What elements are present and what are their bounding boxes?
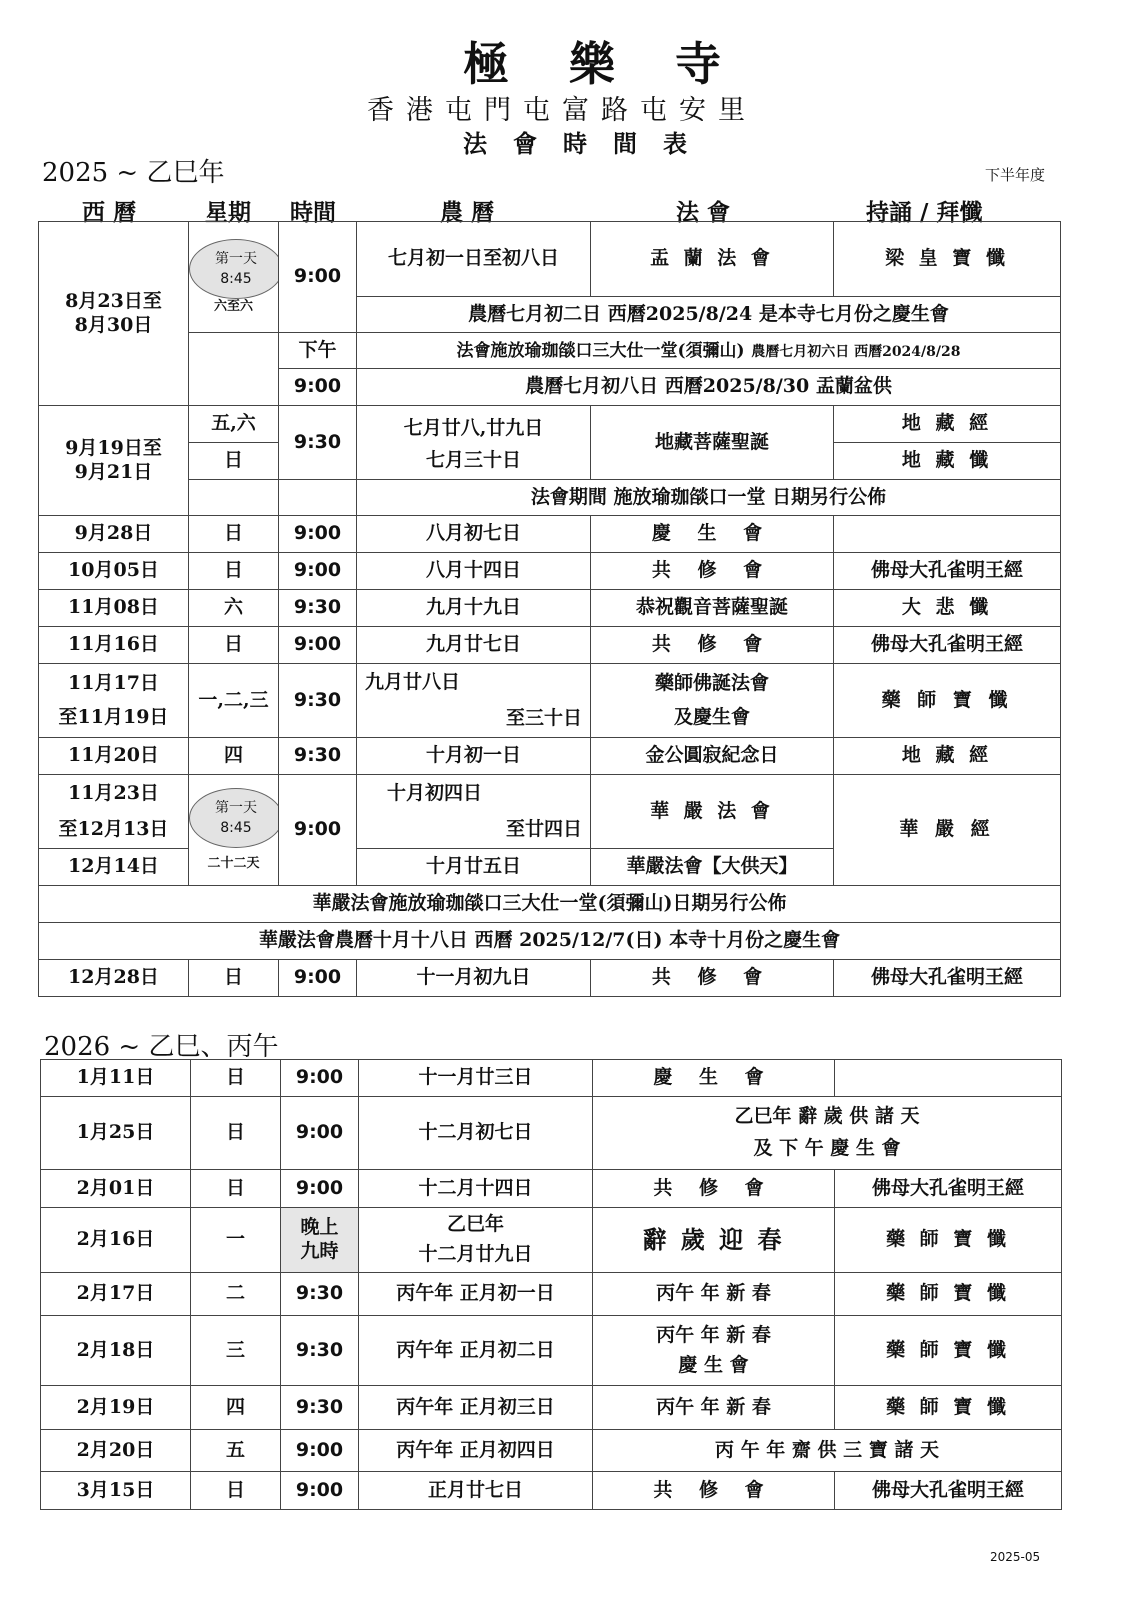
time-line: 晚上 [300, 1216, 339, 1239]
temple-title: 極樂寺 [463, 37, 781, 91]
lunar-line: 七月三十日 [425, 448, 521, 471]
date-cell: 12月14日 [39, 849, 189, 886]
year-heading-2026: 2026 ~ 乙巳、丙午 [44, 1032, 279, 1062]
circle-time: 8:45 [220, 270, 252, 287]
date-cell: 2月18日 [41, 1316, 191, 1386]
note-cell: 華嚴法會施放瑜珈燄口三大仕一堂(須彌山)日期另行公佈 [39, 886, 1061, 923]
date-cell [39, 664, 189, 738]
chant-cell: 佛母大孔雀明王經 [834, 553, 1061, 590]
time-cell [281, 1208, 359, 1273]
lunar-cell: 七月初一日至初八日 [357, 222, 591, 297]
weekday-cell: 四 [189, 738, 279, 775]
event-cell: 慶 生 會 [591, 516, 834, 553]
date-line: 9月19日至 [65, 436, 162, 459]
lunar-line: 十二月廿九日 [418, 1243, 533, 1265]
event-cell: 共 修 會 [591, 960, 834, 997]
lunar-cell: 八月初七日 [357, 516, 591, 553]
chant-cell: 佛母大孔雀明王經 [834, 627, 1061, 664]
weekday-cell: 日 [189, 516, 279, 553]
lunar-line: 七月廿八,廿九日 [403, 416, 544, 439]
col-header-weekday: 星期 [205, 199, 251, 226]
event-cell: 金公圓寂紀念日 [591, 738, 834, 775]
lunar-cell: 十二月初七日 [359, 1097, 593, 1170]
time-cell: 9:30 [281, 1273, 359, 1316]
weekday-cell: 三 [191, 1316, 281, 1386]
event-cell: 恭祝觀音菩薩聖誕 [591, 590, 834, 627]
weekday-cell: 日 [189, 960, 279, 997]
col-header-time: 時間 [290, 199, 336, 226]
time-cell: 9:30 [279, 406, 357, 480]
lunar-line: 至廿四日 [505, 817, 582, 840]
weekday-cell: 四 [191, 1386, 281, 1430]
time-cell: 9:00 [281, 1430, 359, 1472]
col-header-western: 西 曆 [82, 199, 137, 226]
event-cell: 共 修 會 [593, 1472, 835, 1510]
table-row [41, 1430, 1062, 1472]
event-cell: 地藏菩薩聖誕 [591, 406, 834, 480]
weekday-cell: 五,六 [189, 406, 279, 443]
time-cell: 9:00 [281, 1060, 359, 1097]
date-cell: 2月01日 [41, 1170, 191, 1208]
table-row [41, 1386, 1062, 1430]
date-cell: 9月28日 [39, 516, 189, 553]
table-row [41, 1097, 1062, 1170]
table-row [41, 1316, 1062, 1386]
weekday-cell [189, 775, 279, 886]
time-cell: 9:00 [281, 1472, 359, 1510]
table-row [39, 480, 1061, 516]
time-cell: 9:00 [279, 775, 357, 886]
time-line: 九時 [300, 1240, 339, 1262]
lunar-cell: 十月廿五日 [357, 849, 591, 886]
lunar-line: 十月初四日 [387, 781, 483, 804]
note-cell: 農曆七月初二日 西曆2025/8/24 是本寺七月份之慶生會 [357, 297, 1061, 333]
year-heading-2025: 2025 ~ 乙巳年 [42, 158, 225, 188]
weekday-cell: 五 [191, 1430, 281, 1472]
chant-cell: 華 嚴 經 [834, 775, 1061, 886]
lunar-cell [357, 664, 591, 738]
table-row [39, 664, 1061, 738]
chant-cell [834, 516, 1061, 553]
lunar-cell: 丙午年 正月初四日 [359, 1430, 593, 1472]
event-cell: 丙 午 年 齋 供 三 寶 諸 天 [593, 1430, 1062, 1472]
note-cell [357, 333, 1061, 369]
first-day-circle [189, 239, 279, 299]
circle-label: 第一天 [215, 250, 257, 267]
chant-cell: 地 藏 懺 [834, 443, 1061, 480]
weekday-cell: 日 [191, 1170, 281, 1208]
table-row [39, 960, 1061, 997]
event-line: 丙午 年 新 春 [656, 1323, 771, 1346]
temple-address: 香港屯門屯富路屯安里 [367, 95, 757, 126]
chant-cell: 地 藏 經 [834, 406, 1061, 443]
chant-cell: 佛母大孔雀明王經 [835, 1472, 1062, 1510]
time-cell: 9:30 [279, 664, 357, 738]
time-cell: 9:30 [279, 590, 357, 627]
date-cell: 1月25日 [41, 1097, 191, 1170]
chant-cell: 藥 師 寶 懺 [835, 1316, 1062, 1386]
weekday-cell: 日 [189, 553, 279, 590]
time-cell: 9:00 [281, 1097, 359, 1170]
col-header-lunar: 農 曆 [440, 199, 495, 226]
date-cell [39, 406, 189, 516]
table-row [41, 1170, 1062, 1208]
date-cell: 2月20日 [41, 1430, 191, 1472]
date-cell: 2月17日 [41, 1273, 191, 1316]
schedule-table-2026 [40, 1059, 1062, 1510]
weekday-cell: 二 [191, 1273, 281, 1316]
date-line: 11月23日 [68, 781, 159, 804]
note-cell: 華嚴法會農曆十月十八日 西曆 2025/12/7(日) 本寺十月份之慶生會 [39, 923, 1061, 960]
lunar-cell: 丙午年 正月初三日 [359, 1386, 593, 1430]
chant-cell: 佛母大孔雀明王經 [834, 960, 1061, 997]
chant-cell: 藥 師 寶 懺 [835, 1386, 1062, 1430]
weekday-cell: 日 [191, 1472, 281, 1510]
weekday-cell: 日 [189, 443, 279, 480]
weekday-cell: 日 [189, 627, 279, 664]
document-code: 2025-05 [990, 1550, 1041, 1564]
chant-cell [835, 1060, 1062, 1097]
lunar-cell: 九月十九日 [357, 590, 591, 627]
lunar-cell: 丙午年 正月初二日 [359, 1316, 593, 1386]
lunar-line: 九月廿八日 [365, 670, 461, 693]
weekday-text: 六至六 [213, 298, 253, 314]
table-row [39, 886, 1061, 923]
date-cell: 11月20日 [39, 738, 189, 775]
table-row [41, 1472, 1062, 1510]
event-cell: 華嚴法會【大供天】 [591, 849, 834, 886]
note-cell: 農曆七月初八日 西曆2025/8/30 盂蘭盆供 [357, 369, 1061, 406]
date-line: 8月30日 [74, 313, 153, 336]
lunar-cell: 十一月廿三日 [359, 1060, 593, 1097]
table-row [39, 333, 1061, 369]
weekday-cell: 日 [191, 1060, 281, 1097]
circle-label: 第一天 [215, 799, 257, 816]
table-row [39, 222, 1061, 297]
lunar-line: 至三十日 [505, 706, 582, 729]
weekday-cell [189, 222, 279, 333]
date-cell: 1月11日 [41, 1060, 191, 1097]
event-line: 及慶生會 [673, 705, 750, 728]
time-cell: 9:00 [279, 627, 357, 664]
table-row [39, 553, 1061, 590]
table-row [41, 1208, 1062, 1273]
time-cell: 9:00 [279, 222, 357, 333]
date-cell: 10月05日 [39, 553, 189, 590]
event-cell: 華 嚴 法 會 [591, 775, 834, 849]
time-cell: 下午 [279, 333, 357, 369]
table-row [39, 923, 1061, 960]
date-line: 8月23日至 [65, 289, 162, 312]
lunar-cell: 八月十四日 [357, 553, 591, 590]
event-cell: 盂 蘭 法 會 [591, 222, 834, 297]
table-row [39, 627, 1061, 664]
event-cell [591, 664, 834, 738]
date-cell: 2月16日 [41, 1208, 191, 1273]
event-line: 藥師佛誕法會 [654, 671, 769, 694]
event-cell: 辭 歲 迎 春 [593, 1208, 835, 1273]
table-row [39, 406, 1061, 443]
date-line: 11月17日 [68, 671, 159, 694]
time-cell: 9:30 [281, 1316, 359, 1386]
chant-cell: 地 藏 經 [834, 738, 1061, 775]
table-row [39, 516, 1061, 553]
schedule-subtitle: 法會時間表 [463, 129, 713, 158]
lunar-cell: 十一月初九日 [357, 960, 591, 997]
lunar-cell: 十月初一日 [357, 738, 591, 775]
lunar-cell: 十二月十四日 [359, 1170, 593, 1208]
schedule-table-2025 [38, 221, 1061, 997]
date-cell: 2月19日 [41, 1386, 191, 1430]
chant-cell: 藥 師 寶 懺 [835, 1208, 1062, 1273]
col-header-chant: 持誦 / 拜懺 [866, 199, 983, 226]
time-cell: 9:00 [279, 516, 357, 553]
lunar-cell [357, 406, 591, 480]
half-year-label: 下半年度 [985, 166, 1046, 184]
lunar-cell: 九月廿七日 [357, 627, 591, 664]
date-cell: 3月15日 [41, 1472, 191, 1510]
note-date: 農曆七月初六日 西曆2024/8/28 [751, 343, 961, 360]
event-cell: 共 修 會 [591, 627, 834, 664]
first-day-circle [189, 788, 279, 848]
lunar-cell [357, 775, 591, 849]
lunar-cell [359, 1208, 593, 1273]
table-row [41, 1060, 1062, 1097]
date-line: 至11月19日 [58, 705, 169, 728]
circle-time: 8:45 [220, 819, 252, 836]
chant-cell: 梁 皇 寶 懺 [834, 222, 1061, 297]
table-row [39, 590, 1061, 627]
date-cell: 11月08日 [39, 590, 189, 627]
chant-cell: 大 悲 懺 [834, 590, 1061, 627]
weekday-cell-empty [189, 333, 279, 406]
weekday-text: 二十二天 [207, 855, 260, 871]
table-row [41, 1273, 1062, 1316]
event-cell: 共 修 會 [593, 1170, 835, 1208]
lunar-cell: 正月廿七日 [359, 1472, 593, 1510]
time-cell: 9:00 [279, 369, 357, 406]
note-text: 法會施放瑜珈燄口三大仕一堂(須彌山) [456, 340, 745, 361]
weekday-cell: 一,二,三 [189, 664, 279, 738]
date-line: 9月21日 [74, 460, 153, 483]
date-cell: 12月28日 [39, 960, 189, 997]
chant-cell: 佛母大孔雀明王經 [835, 1170, 1062, 1208]
table-row [39, 775, 1061, 849]
event-cell: 丙午 年 新 春 [593, 1273, 835, 1316]
event-cell: 丙午 年 新 春 [593, 1386, 835, 1430]
date-line: 至12月13日 [58, 817, 169, 840]
note-cell: 法會期間 施放瑜珈燄口一堂 日期另行公佈 [357, 480, 1061, 516]
weekday-cell-empty [189, 480, 279, 516]
weekday-cell: 日 [191, 1097, 281, 1170]
event-cell: 共 修 會 [591, 553, 834, 590]
lunar-line: 乙巳年 [446, 1213, 504, 1236]
date-cell [39, 222, 189, 406]
time-cell: 9:30 [279, 738, 357, 775]
event-cell: 慶 生 會 [593, 1060, 835, 1097]
time-cell-empty [279, 480, 357, 516]
event-line: 乙巳年 辭 歲 供 諸 天 [734, 1105, 920, 1128]
time-cell: 9:00 [281, 1170, 359, 1208]
lunar-cell: 丙午年 正月初一日 [359, 1273, 593, 1316]
weekday-cell: 六 [189, 590, 279, 627]
time-cell: 9:00 [279, 960, 357, 997]
event-cell [593, 1316, 835, 1386]
chant-cell: 藥 師 寶 懺 [834, 664, 1061, 738]
time-cell: 9:00 [279, 553, 357, 590]
date-cell [39, 775, 189, 849]
chant-cell: 藥 師 寶 懺 [835, 1273, 1062, 1316]
weekday-cell: 一 [191, 1208, 281, 1273]
table-row [39, 738, 1061, 775]
col-header-event: 法 會 [676, 199, 731, 226]
event-line: 及 下 午 慶 生 會 [753, 1137, 901, 1159]
event-cell [593, 1097, 1062, 1170]
date-cell: 11月16日 [39, 627, 189, 664]
event-line: 慶 生 會 [678, 1353, 749, 1376]
time-cell: 9:30 [281, 1386, 359, 1430]
